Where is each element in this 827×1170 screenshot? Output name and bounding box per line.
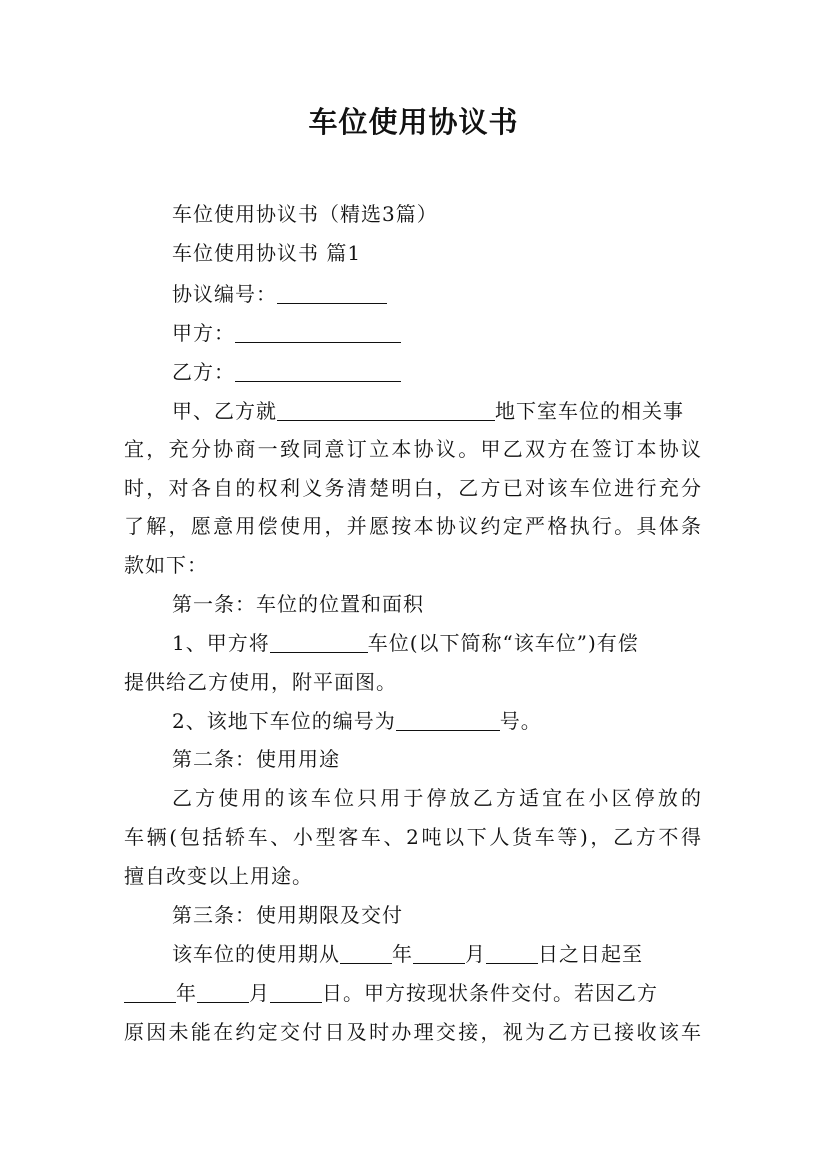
paragraph-1-line-4: 了解，愿意用偿使用，并愿按本协议约定严格执行。具体条 xyxy=(124,514,702,538)
document-title: 车位使用协议书 xyxy=(308,105,519,139)
a3-text-c: 月 xyxy=(465,942,486,966)
subtitle: 车位使用协议书（精选3篇） xyxy=(172,202,438,226)
a3-text-b: 年 xyxy=(392,942,413,966)
article-2-line-2: 车辆(包括轿车、小型客车、2吨以下人货车等)，乙方不得 xyxy=(124,825,702,849)
article-3-line-1 xyxy=(172,938,643,967)
parking-location-blank xyxy=(270,632,368,653)
p1-text-a: 甲、乙方就 xyxy=(172,399,277,423)
paragraph-1-line-5: 款如下： xyxy=(124,553,208,577)
article-1-item-1-line-2: 提供给乙方使用，附平面图。 xyxy=(124,670,397,694)
article-1-item-2 xyxy=(172,705,542,734)
end-year-blank xyxy=(124,982,176,1003)
article-1-heading: 第一条：车位的位置和面积 xyxy=(172,592,424,616)
party-a-blank xyxy=(235,322,401,343)
article-1-item-1-line-1 xyxy=(172,627,639,656)
paragraph-1-line-3: 时，对各自的权利义务清楚明白，乙方已对该车位进行充分 xyxy=(124,476,702,500)
party-b-label: 乙方： xyxy=(172,360,235,384)
location-blank xyxy=(277,400,495,421)
parking-number-blank xyxy=(396,710,500,731)
paragraph-1-line-1 xyxy=(172,395,684,424)
a1-1-text-a: 1、甲方将 xyxy=(172,631,270,655)
article-3-heading: 第三条：使用期限及交付 xyxy=(172,903,403,927)
end-month-blank xyxy=(197,982,249,1003)
party-b-line xyxy=(172,356,401,385)
start-year-blank xyxy=(340,943,392,964)
article-3-line-2 xyxy=(124,977,658,1006)
paragraph-1-line-2: 宜，充分协商一致同意订立本协议。甲乙双方在签订本协议 xyxy=(124,437,702,461)
article-2-heading: 第二条：使用用途 xyxy=(172,747,340,771)
article-2-line-3: 擅自改变以上用途。 xyxy=(124,864,313,888)
a1-2-text-b: 号。 xyxy=(499,709,542,733)
a3-text-d: 日之日起至 xyxy=(538,942,643,966)
agreement-number-label: 协议编号： xyxy=(172,282,277,306)
article-2-line-1: 乙方使用的该车位只用于停放乙方适宜在小区停放的 xyxy=(172,786,702,810)
a3-text-a: 该车位的使用期从 xyxy=(172,942,340,966)
end-day-blank xyxy=(270,982,322,1003)
a1-1-text-b: 车位(以下简称“该车位”)有偿 xyxy=(367,631,639,655)
start-month-blank xyxy=(413,943,465,964)
party-a-label: 甲方： xyxy=(172,321,235,345)
agreement-number-blank xyxy=(277,283,387,304)
article-3-line-3: 原因未能在约定交付日及时办理交接，视为乙方已接收该车 xyxy=(124,1020,702,1044)
start-day-blank xyxy=(486,943,538,964)
party-b-blank xyxy=(235,361,401,382)
agreement-number-line xyxy=(172,278,387,307)
a1-2-text-a: 2、该地下车位的编号为 xyxy=(172,709,396,733)
a3-text-g: 日。甲方按现状条件交付。若因乙方 xyxy=(322,981,658,1005)
party-a-line xyxy=(172,317,401,346)
a3-text-e: 年 xyxy=(176,981,197,1005)
a3-text-f: 月 xyxy=(249,981,270,1005)
p1-text-b: 地下室车位的相关事 xyxy=(495,399,684,423)
section-heading: 车位使用协议书 篇1 xyxy=(172,241,362,265)
